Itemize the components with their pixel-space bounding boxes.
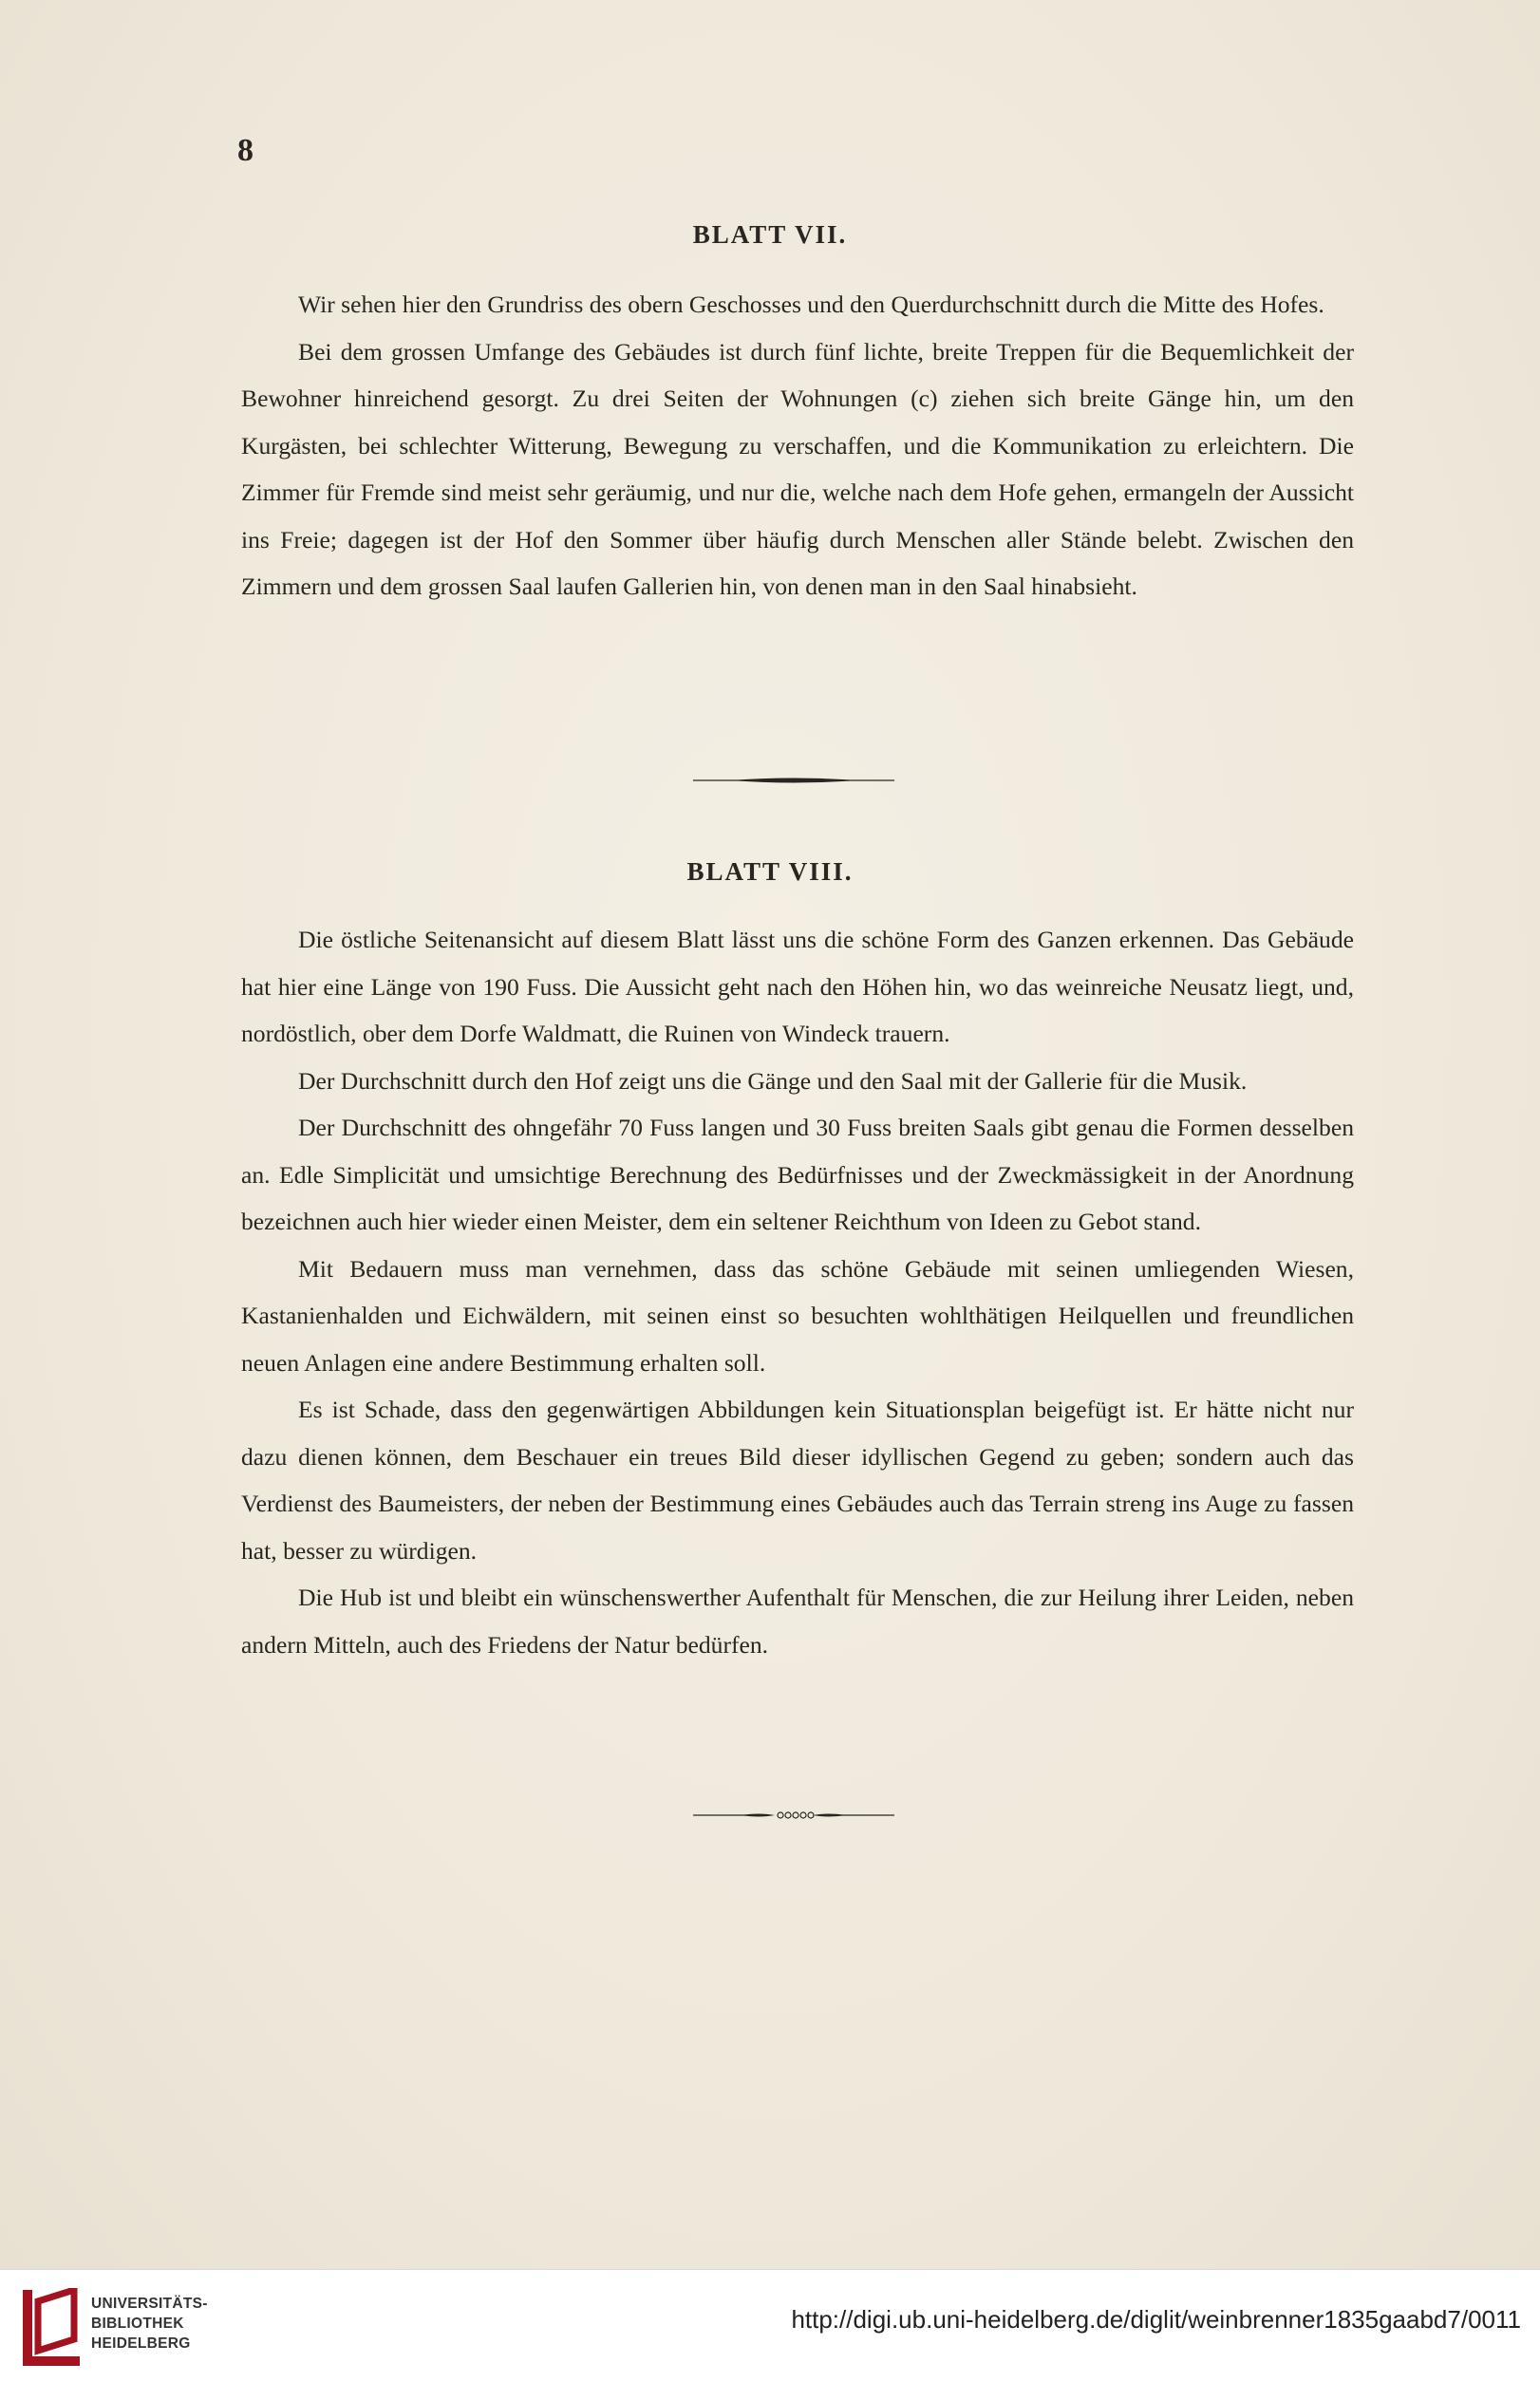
library-name-line: UNIVERSITÄTS- bbox=[91, 2296, 208, 2312]
paragraph: Der Durchschnitt des ohngefähr 70 Fuss langen und 30 Fuss breiten Saals gibt genau die Formen desselben an. Edle Simplicität und umsichtige Berechnung des Bedürfnisses und der Zweckmässigkeit in der Anordnung bezeichnen auch hier wieder einen Meister, dem ein seltener Reichthum von Ideen zu Gebot stand. bbox=[241, 1114, 1354, 1235]
university-library-logo-icon[interactable] bbox=[21, 2288, 84, 2368]
ornamental-rule-icon bbox=[693, 1809, 894, 1822]
paragraph: Die Hub ist und bleibt ein wünschenswerther Aufenthalt für Menschen, die zur Heilung ihrer Leiden, neben andern Mitteln, auch des Friedens der Natur bedürfen. bbox=[241, 1584, 1354, 1659]
paragraph: Die östliche Seitenansicht auf diesem Blatt lässt uns die schöne Form des Ganzen erkennen. Das Gebäude hat hier eine Länge von 190 Fuss. Die Aussicht geht nach den Höhen hin, wo das weinreiche Neusatz liegt, und, nordöstlich, ober dem Dorfe Waldmatt, die Ruinen von Windeck trauern. bbox=[241, 926, 1354, 1047]
paragraph: Es ist Schade, dass den gegenwärtigen Abbildungen kein Situationsplan beigefügt ist. Er hätte nicht nur dazu dienen können, dem Beschauer ein treues Bild dieser idyllischen Gegend zu geben; sondern auch das Verdienst des Baumeisters, der neben der Bestimmung eines Gebäudes auch das Terrain streng ins Auge zu fassen hat, besser zu würdigen. bbox=[241, 1396, 1354, 1565]
section-body-blatt-7 bbox=[241, 281, 1354, 610]
page-number: 8 bbox=[237, 133, 254, 168]
paragraph: Wir sehen hier den Grundriss des obern Geschosses und den Querdurchschnitt durch die Mitte des Hofes. bbox=[298, 291, 1324, 318]
section-heading-blatt-8: BLATT VIII. bbox=[686, 857, 854, 886]
paragraph: Bei dem grossen Umfange des Gebäudes ist durch fünf lichte, breite Treppen für die Bequemlichkeit der Bewohner hinreichend gesorgt. Zu drei Seiten der Wohnungen (c) ziehen sich breite Gänge hin, um den Kurgästen, bei schlechter Witterung, Bewegung zu verschaffen, und die Kommunikation zu erleichtern. Die Zimmer für Fremde sind meist sehr geräumig, und nur die, welche nach dem Hofe gehen, ermangeln der Aussicht ins Freie; dagegen ist der Hof den Sommer über häufig durch Menschen aller Stände belebt. Zwischen den Zimmern und dem grossen Saal laufen Gallerien hin, von denen man in den Saal hinabsieht. bbox=[241, 337, 1354, 600]
section-body-blatt-8 bbox=[241, 916, 1354, 1668]
section-heading-blatt-7: BLATT VII. bbox=[692, 220, 848, 249]
permalink-url[interactable]: http://digi.ub.uni-heidelberg.de/diglit/weinbrenner1835gaabd7/0011 bbox=[791, 2305, 1521, 2334]
ornamental-rule-icon bbox=[693, 774, 894, 787]
library-name-line: BIBLIOTHEK bbox=[91, 2316, 184, 2332]
library-name-line: HEIDELBERG bbox=[91, 2335, 191, 2352]
paragraph: Mit Bedauern muss man vernehmen, dass das schöne Gebäude mit seinen umliegenden Wiesen, Kastanienhalden und Eichwäldern, mit seinen einst so besuchten wohlthätigen Heilquellen und freundlichen neuen Anlagen eine andere Bestimmung erhalten soll. bbox=[241, 1254, 1354, 1377]
library-name bbox=[91, 2294, 208, 2354]
paragraph: Der Durchschnitt durch den Hof zeigt uns die Gänge und den Saal mit der Gallerie für die Musik. bbox=[298, 1066, 1248, 1095]
